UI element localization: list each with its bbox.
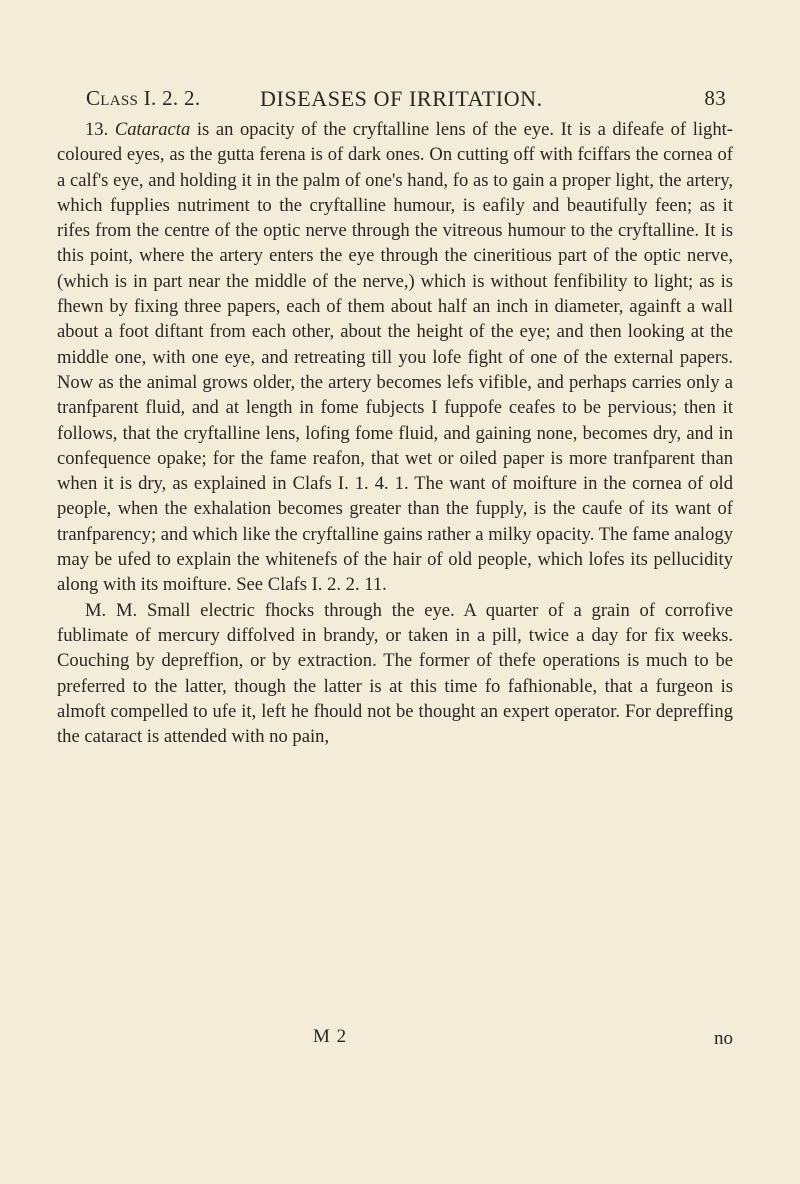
signature-mark: M 2 xyxy=(313,1026,348,1047)
body-text xyxy=(57,117,733,749)
paragraph-cataracta xyxy=(57,117,733,598)
running-head-title: DISEASES OF IRRITATION. xyxy=(260,86,543,111)
paragraph-1-text: is an opacity of the cryftalline lens of the eye. It is a difeafe of light-coloured eyes, as the gutta ferena is of dark ones. On cutting off with fciffars the cornea of a calf's eye, and holding it in the palm of one's hand, fo as to gain a proper light, the artery, which fupplies nutriment to the cryftalline humour, is eafily and beautifully feen; as it rifes from the centre of the optic nerve through the vitreous humour to the cryftalline. It is this point, where the artery enters the eye through the cineritious part of the optic nerve, (which is in part near the middle of the nerve,) which is without fenfibility to light; as is fhewn by fixing three papers, each of them about half an inch in diameter, againft a wall about a foot diftant from each other, about the height of the eye; and then looking at the middle one, with one eye, and retreating till you lofe fight of one of the external papers. Now as the animal grows older, the artery becomes lefs vifible, and perhaps carries only a tranfparent fluid, and at length in fome fubjects I fuppofe ceafes to be pervious; then it follows, that the cryftalline lens, lofing fome fluid, and gaining none, becomes dry, and in confequence opake; for the fame reafon, that wet or oiled paper is more tranfparent than when it is dry, as explained in Clafs I. 1. 4. 1. The want of moifture in the cornea of old people, when the exhalation becomes greater than the fupply, is the caufe of its want of tranfparency; and which like the cryftalline gains rather a milky opacity. The fame analogy may be ufed to explain the whitenefs of the hair of old people, which lofes its pellucidity along with its moifture. See Clafs I. 2. 2. 11. xyxy=(57,119,733,596)
entry-number: 13. xyxy=(85,119,109,140)
paragraph-method-of-medicine xyxy=(57,598,733,750)
paragraph-2-text: M. M. Small electric fhocks through the eye. A quarter of a grain of corrofive fublimate of mercury diffolved in brandy, or taken in a pill, twice a day for fix weeks. Couching by depreffion, or by extraction. The former of thefe operations is much to be preferred to the latter, though the latter is at this time fo fafhionable, that a furgeon is almoft compelled to ufe it, left he fhould not be thought an expert operator. For depreffing the cataract is attended with no pain, xyxy=(57,599,733,748)
signature-line xyxy=(57,1026,733,1054)
entry-title: Cataracta xyxy=(114,119,191,140)
running-head xyxy=(86,86,726,116)
page-number: 83 xyxy=(704,86,726,110)
catchword: no xyxy=(714,1028,733,1049)
running-head-class-reference: Class I. 2. 2. xyxy=(86,86,201,110)
